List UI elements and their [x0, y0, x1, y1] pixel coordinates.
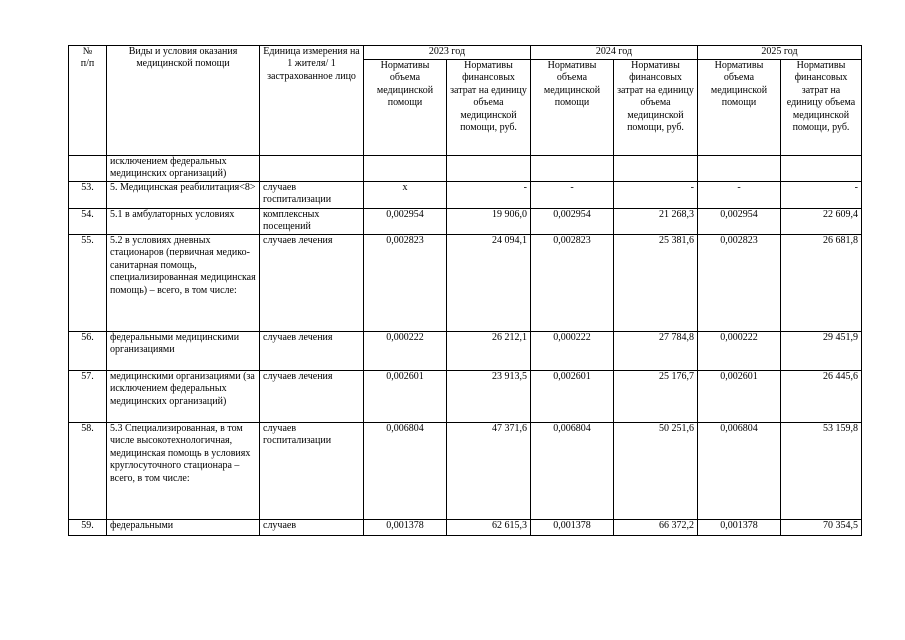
table-row [69, 182, 862, 209]
row-unit: комплексных посещений [260, 209, 364, 235]
row-norm-cost-2023: 23 913,5 [447, 371, 531, 423]
row-unit: случаев лечения [260, 235, 364, 332]
row-unit: случаев госпитализации [260, 423, 364, 520]
row-kind: федеральными [107, 520, 260, 536]
row-norm-volume-2023: x [364, 182, 447, 209]
header-norm-volume: Нормативы объема медицинской помощи [698, 60, 781, 156]
row-norm-volume-2024: 0,002601 [531, 371, 614, 423]
row-norm-cost-2024: 25 176,7 [614, 371, 698, 423]
row-norm-volume-2024: 0,002954 [531, 209, 614, 235]
row-norm-cost-2024: - [614, 182, 698, 209]
row-kind: 5.2 в условиях дневных стационаров (первичная медико-санитарная помощь, специализированная медицинская помощь) – всего, в том числе: [107, 235, 260, 332]
medical-care-norms-table [68, 45, 862, 536]
row-norm-cost-2024: 21 268,3 [614, 209, 698, 235]
row-norm-volume-2023: 0,002601 [364, 371, 447, 423]
row-norm-cost-2025: 70 354,5 [781, 520, 862, 536]
row-norm-volume-2023: 0,002954 [364, 209, 447, 235]
row-norm-cost-2023: 47 371,6 [447, 423, 531, 520]
row-norm-volume-2024: 0,000222 [531, 332, 614, 371]
row-norm-volume-2024: - [531, 182, 614, 209]
row-norm-cost-2025: 26 445,6 [781, 371, 862, 423]
header-num: № п/п [69, 46, 107, 156]
row-kind: исключением федеральных медицинских организаций) [107, 156, 260, 182]
header-norm-cost: Нормативы финансовых затрат на единицу объема медицинской помощи, руб. [447, 60, 531, 156]
row-norm-volume-2025: - [698, 182, 781, 209]
row-norm-cost-2025: 22 609,4 [781, 209, 862, 235]
row-norm-volume-2024: 0,001378 [531, 520, 614, 536]
header-year-2025: 2025 год [698, 46, 862, 60]
row-unit: случаев [260, 520, 364, 536]
row-unit: случаев лечения [260, 332, 364, 371]
table-row-continuation [69, 156, 862, 182]
row-kind: федеральными медицинскими организациями [107, 332, 260, 371]
row-number: 59. [69, 520, 107, 536]
row-norm-volume-2024: 0,002823 [531, 235, 614, 332]
row-norm-cost-2024: 66 372,2 [614, 520, 698, 536]
row-norm-cost-2024: 25 381,6 [614, 235, 698, 332]
header-norm-volume: Нормативы объема медицинской помощи [531, 60, 614, 156]
table-row [69, 235, 862, 332]
header-norm-volume: Нормативы объема медицинской помощи [364, 60, 447, 156]
header-unit: Единица измерения на 1 жителя/ 1 застрахованное лицо [260, 46, 364, 156]
row-norm-cost-2024: 27 784,8 [614, 332, 698, 371]
header-norm-cost: Нормативы финансовых затрат на единицу объема медицинской помощи, руб. [614, 60, 698, 156]
table-row [69, 371, 862, 423]
row-norm-volume-2023: 0,000222 [364, 332, 447, 371]
row-unit: случаев лечения [260, 371, 364, 423]
row-norm-volume-2025: 0,006804 [698, 423, 781, 520]
row-norm-volume-2025: 0,002954 [698, 209, 781, 235]
row-unit: случаев госпитализации [260, 182, 364, 209]
row-norm-cost-2023: 26 212,1 [447, 332, 531, 371]
row-norm-volume-2024: 0,006804 [531, 423, 614, 520]
table-row [69, 332, 862, 371]
table-row [69, 209, 862, 235]
row-norm-cost-2025: 26 681,8 [781, 235, 862, 332]
table-row [69, 423, 862, 520]
row-norm-cost-2023: - [447, 182, 531, 209]
row-norm-volume-2025: 0,002823 [698, 235, 781, 332]
row-number: 54. [69, 209, 107, 235]
row-number: 58. [69, 423, 107, 520]
row-norm-volume-2025: 0,000222 [698, 332, 781, 371]
row-number: 55. [69, 235, 107, 332]
row-kind: медицинскими организациями (за исключением федеральных медицинских организаций) [107, 371, 260, 423]
row-kind: 5. Медицинская реабилитация<8> [107, 182, 260, 209]
row-norm-volume-2023: 0,002823 [364, 235, 447, 332]
row-norm-cost-2025: 29 451,9 [781, 332, 862, 371]
row-norm-volume-2025: 0,001378 [698, 520, 781, 536]
row-number: 56. [69, 332, 107, 371]
row-norm-cost-2023: 24 094,1 [447, 235, 531, 332]
row-number: 57. [69, 371, 107, 423]
row-norm-cost-2024: 50 251,6 [614, 423, 698, 520]
row-norm-cost-2025: 53 159,8 [781, 423, 862, 520]
row-number: 53. [69, 182, 107, 209]
row-kind: 5.3 Специализированная, в том числе высокотехнологичная, медицинская помощь в условиях круглосуточного стационара – всего, в том числе: [107, 423, 260, 520]
row-norm-volume-2023: 0,001378 [364, 520, 447, 536]
row-kind: 5.1 в амбулаторных условиях [107, 209, 260, 235]
row-norm-cost-2023: 19 906,0 [447, 209, 531, 235]
header-year-2024: 2024 год [531, 46, 698, 60]
header-norm-cost: Нормативы финансовых затрат на единицу объема медицинской помощи, руб. [781, 60, 862, 156]
row-norm-cost-2025: - [781, 182, 862, 209]
row-norm-volume-2025: 0,002601 [698, 371, 781, 423]
table-row [69, 520, 862, 536]
row-norm-cost-2023: 62 615,3 [447, 520, 531, 536]
header-kind: Виды и условия оказания медицинской помощи [107, 46, 260, 156]
row-norm-volume-2023: 0,006804 [364, 423, 447, 520]
header-year-2023: 2023 год [364, 46, 531, 60]
